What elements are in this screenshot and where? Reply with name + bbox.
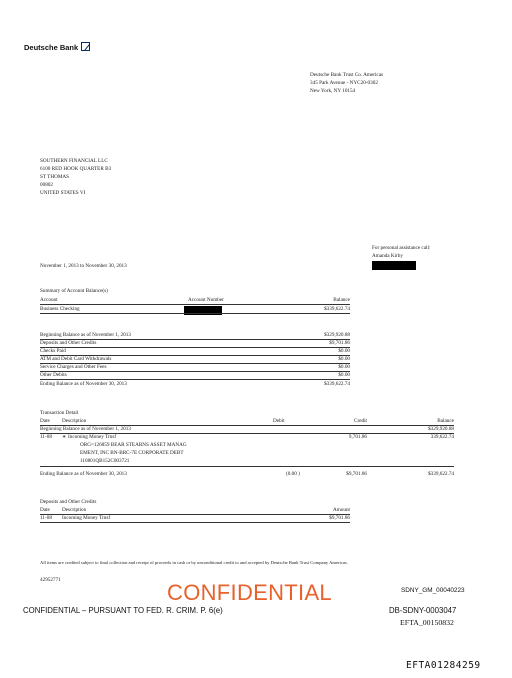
transaction-row-desc-line-4: 110801QB152C003721 — [80, 458, 130, 464]
transactions-col-debit: Debit — [273, 418, 285, 424]
assistance-label: For personal assistance call: — [372, 245, 431, 251]
recipient-line-4: 00802 — [40, 182, 53, 188]
transactions-ending-debit: (0.00 ) — [286, 471, 300, 477]
deposits-row-rule — [40, 522, 350, 523]
balance-item-value: $0.00 — [338, 364, 350, 370]
db-sdny-code: DB-SDNY-0003047 — [389, 606, 457, 615]
balance-item-value: $0.00 — [338, 372, 350, 378]
balance-item-value: $9,701.86 — [329, 340, 350, 346]
transactions-ending-balance: $339,622.74 — [428, 471, 454, 477]
balance-item-label: Deposits and Other Credits — [40, 340, 97, 346]
recipient-line-5: UNITED STATES VI — [40, 190, 86, 196]
bank-address-line-3: New York, NY 10154 — [310, 88, 356, 94]
transaction-row-credit: 9,701.86 — [348, 434, 367, 440]
deposits-col-date: Date — [40, 507, 50, 513]
deposits-title: Deposits and Other Credits — [40, 499, 97, 505]
bank-address-line-2: 345 Park Avenue - NYC20-0302 — [310, 80, 378, 86]
summary-row-rule — [40, 313, 350, 314]
balance-item-value: $339,622.74 — [324, 381, 350, 387]
balance-item-rule — [40, 347, 350, 348]
balance-item-label: ATM and Debit Card Withdrawals — [40, 356, 112, 362]
balance-item-rule — [40, 379, 350, 380]
reference-number: 42952771 — [40, 577, 61, 583]
summary-account-balance: $339,622.74 — [324, 306, 350, 312]
balance-item-rule — [40, 371, 350, 372]
confidential-legend: CONFIDENTIAL – PURSUANT TO FED. R. CRIM. P. 6(e) — [23, 606, 223, 615]
balance-item-value: $0.00 — [338, 356, 350, 362]
transaction-row-rule — [40, 466, 454, 467]
recipient-line-3: ST THOMAS — [40, 174, 70, 180]
transactions-beginning-label: Beginning Balance as of November 1, 2013 — [40, 426, 131, 432]
redacted-phone-box — [372, 261, 416, 270]
bank-address-line-1: Deutsche Bank Trust Co. Americas — [310, 72, 384, 78]
transactions-col-date: Date — [40, 418, 50, 424]
balance-item-label: Ending Balance as of November 30, 2013 — [40, 381, 127, 387]
balance-item-label: Beginning Balance as of November 1, 2013 — [40, 332, 131, 338]
confidential-stamp: CONFIDENTIAL — [167, 580, 332, 605]
transactions-ending-credit: $9,701.86 — [346, 471, 367, 477]
efta-code: EFTA_00150832 — [400, 618, 454, 627]
credit-notice: All items are credited subject to final collection and receipt of proceeds in cash or by unconditional credit to and accepted by Deutsche Bank Trust Company Americas. — [40, 560, 348, 565]
summary-account-name: Business Checking — [40, 306, 80, 312]
transaction-row-desc-line-2: ORG=126859 BEAR STEARNS ASSET MANAG — [80, 442, 187, 448]
summary-col-account-number: Account Number — [188, 297, 224, 303]
transactions-col-credit: Credit — [354, 418, 367, 424]
transactions-ending-label: Ending Balance as of November 30, 2013 — [40, 471, 127, 477]
transactions-col-description: Description — [62, 418, 87, 424]
transaction-row-balance: 339,622.74 — [430, 434, 454, 440]
summary-col-balance: Balance — [333, 297, 350, 303]
transaction-row-date: 11-08 — [40, 434, 52, 440]
balance-item-label: Checks Paid — [40, 348, 66, 354]
balance-item-label: Other Debits — [40, 372, 67, 378]
transaction-row-desc-line-3: EMENT, INC BN-BRC-7E CORPORATE DEBT — [80, 450, 184, 456]
transactions-beginning-balance: $329,920.88 — [428, 426, 454, 432]
deposits-col-description: Description — [62, 507, 87, 513]
summary-col-account: Account — [40, 297, 58, 303]
transaction-row-desc-line-1: Incoming Money Trnsf — [68, 434, 117, 440]
deposits-row-amount: $9,701.86 — [329, 515, 350, 521]
summary-header-rule — [40, 304, 350, 305]
recipient-line-2: 6100 RED HOOK QUARTER B3 — [40, 166, 112, 172]
assistance-name: Amanda Kirby — [372, 253, 403, 259]
balance-item-label: Service Charges and Other Fees — [40, 364, 107, 370]
deposits-row-desc: Incoming Money Trnsf — [62, 515, 111, 521]
summary-title: Summary of Account Balance(s) — [40, 288, 108, 294]
transactions-title: Transaction Detail — [40, 410, 79, 416]
deposits-col-amount: Amount — [332, 507, 350, 513]
bottom-document-id: EFTA01284259 — [406, 660, 481, 671]
statement-period: November 1, 2013 to November 30, 2013 — [40, 263, 127, 269]
deutsche-bank-slash-logo-icon — [81, 42, 90, 51]
transactions-col-balance: Balance — [437, 418, 454, 424]
balance-item-value: $329,920.88 — [324, 332, 350, 338]
balance-item-value: $0.00 — [338, 348, 350, 354]
sdny-code: SDNY_GM_00040223 — [401, 587, 465, 594]
deposits-row-date: 11-08 — [40, 515, 52, 521]
bank-logo-text: Deutsche Bank — [24, 43, 79, 52]
recipient-line-1: SOUTHERN FINANCIAL LLC — [40, 158, 108, 164]
transaction-row-marker: ∗ — [62, 434, 67, 440]
